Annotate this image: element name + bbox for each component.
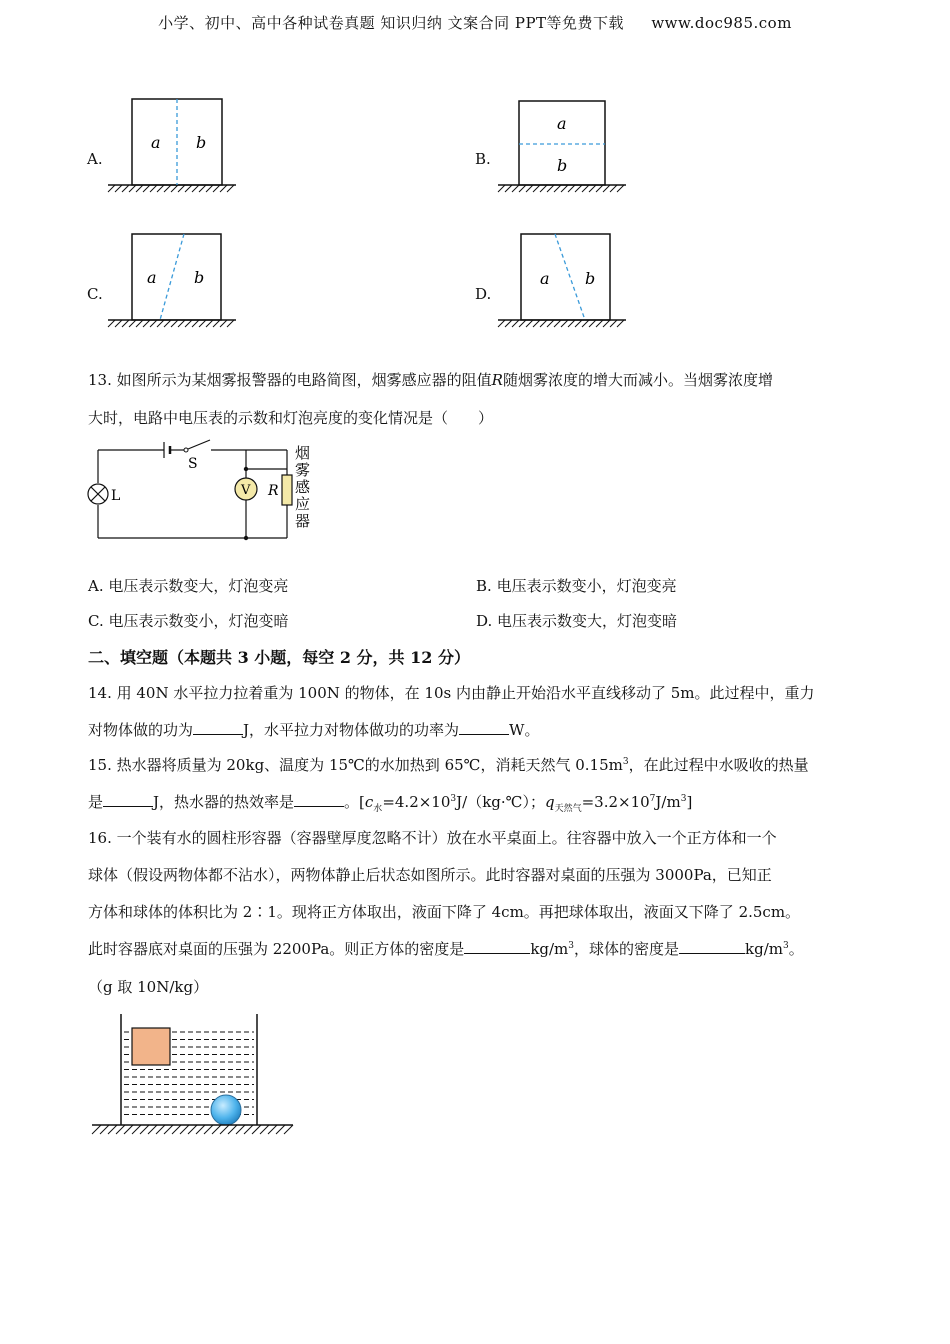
hatch-mark [196,1125,205,1134]
hatch-mark [610,185,617,192]
svg-text:应: 应 [295,495,311,513]
region-a: a [151,133,161,152]
q14-stem-line1: 14. 用 40N 水平拉力拉着重为 100N 的物体，在 10s 内由静止开始沿水平直线移动了 5m。此过程中，重力 [88,684,815,702]
hatch-mark [512,320,519,327]
hatch-mark [220,320,227,327]
hatch-mark [582,185,589,192]
region-b: b [557,156,568,175]
hatch-mark [156,1125,165,1134]
svg-text:雾: 雾 [295,461,311,479]
svg-text:烟: 烟 [295,444,311,462]
hatch-mark [227,320,234,327]
hatch-mark [547,185,554,192]
hatch-mark [143,320,150,327]
hatch-mark [589,320,596,327]
ground-hatch [498,185,626,192]
q16-stem-line2: 球体（假设两物体都不沾水），两物体静止后状态如图所示。此时容器对桌面的压强为 3000Pa，已知正 [88,866,772,884]
hatch-mark [115,320,122,327]
hatch-mark [206,185,213,192]
hatch-mark [519,185,526,192]
hatch-mark [143,185,150,192]
region-b: b [194,268,205,287]
divider-dashed [555,234,585,320]
hatch-mark [122,320,129,327]
hatch-mark [129,320,136,327]
hatch-mark [498,185,505,192]
q16-stem-line3: 方体和球体的体积比为 2∶1。现将正方体取出，液面下降了 4cm。再把球体取出，液面又下降了 2.5cm。 [88,903,801,921]
q12-option-b-label: B. [475,150,491,168]
q13-option-d: D. 电压表示数变大，灯泡变暗 [476,612,678,630]
ground-hatch [108,185,236,192]
hatch-mark [164,185,171,192]
hatch-mark [108,185,115,192]
q13-option-a: A. 电压表示数变大，灯泡变亮 [88,577,289,595]
hatch-mark [575,185,582,192]
answer-blank[interactable] [193,720,243,735]
hatch-mark [122,185,129,192]
hatch-mark [185,320,192,327]
region-a: a [557,114,567,133]
hatch-mark [164,1125,173,1134]
q15-stem-line2: 是 J，热水器的热效率是 。[$c_水=4.2\times 10^3J/(kg\cdot℃)$；$q_{天然气}=3.2\times 10^7J/m^3$] [88,793,693,814]
sensor-label [295,444,310,530]
hatch-mark [204,1125,213,1134]
switch-label: S [188,456,198,472]
q12-option-d-label: D. [475,285,492,303]
hatch-mark [284,1125,293,1134]
hatch-mark [108,1125,117,1134]
hatch-mark [213,320,220,327]
hatch-mark [228,1125,237,1134]
q12-option-c-diagram [100,228,245,333]
hatch-mark [199,185,206,192]
hatch-mark [526,320,533,327]
answer-blank[interactable] [103,792,153,807]
hatch-mark [92,1125,101,1134]
section-2-heading: 二、填空题（本题共 3 小题，每空 2 分，共 12 分） [88,648,470,667]
hatch-mark [116,1125,125,1134]
hatch-mark [227,185,234,192]
cube-object [132,1028,170,1065]
divider-dashed [160,234,184,320]
hatch-mark [164,320,171,327]
ground-hatch [92,1125,293,1134]
answer-blank[interactable] [294,792,344,807]
container-box [132,234,221,320]
hatch-mark [533,320,540,327]
hatch-mark [505,320,512,327]
hatch-mark [212,1125,221,1134]
hatch-mark [157,320,164,327]
hatch-mark [512,185,519,192]
hatch-mark [178,185,185,192]
hatch-mark [180,1125,189,1134]
q13-circuit-diagram [84,438,324,548]
region-b: b [585,269,596,288]
switch-pivot [184,448,188,452]
q12-option-a-diagram [100,92,245,197]
hatch-mark [554,185,561,192]
hatch-mark [150,320,157,327]
hatch-mark [526,185,533,192]
hatch-mark [236,1125,245,1134]
hatch-mark [132,1125,141,1134]
header-site: www.doc985.com [651,14,792,32]
hatch-mark [575,320,582,327]
hatch-mark [185,185,192,192]
answer-blank[interactable] [459,720,509,735]
voltmeter-label: V [241,483,251,498]
page-header [0,12,950,33]
hatch-mark [108,320,115,327]
hatch-mark [533,185,540,192]
hatch-mark [568,320,575,327]
hatch-mark [171,185,178,192]
hatch-mark [589,185,596,192]
q16-container-diagram [88,1008,298,1143]
answer-blank[interactable] [464,939,530,954]
q13-stem-line1: 13. 如图所示为某烟雾报警器的电路简图，烟雾感应器的阻值R随烟雾浓度的增大而减小。当烟雾浓度增 [88,371,773,389]
hatch-mark [603,320,610,327]
hatch-mark [596,185,603,192]
hatch-mark [540,320,547,327]
q16-stem-line4: 此时容器底对桌面的压强为 2200Pa。则正方体的密度是 $kg/m^3$，球体的密度是 $kg/m^3$。 [88,940,804,958]
hatch-mark [568,185,575,192]
hatch-mark [610,320,617,327]
hatch-mark [140,1125,149,1134]
hatch-mark [199,320,206,327]
hatch-mark [554,320,561,327]
q12-option-d-diagram [490,228,635,333]
hatch-mark [252,1125,261,1134]
hatch-mark [547,320,554,327]
hatch-mark [148,1125,157,1134]
hatch-mark [124,1125,133,1134]
hatch-mark [100,1125,109,1134]
hatch-mark [220,1125,229,1134]
hatch-mark [582,320,589,327]
svg-text:器: 器 [295,512,311,530]
hatch-mark [157,185,164,192]
answer-blank[interactable] [679,939,745,954]
q14-stem-line2: 对物体做的功为 J，水平拉力对物体做功的功率为 W。 [88,721,540,739]
ground-hatch [498,320,626,327]
hatch-mark [276,1125,285,1134]
hatch-mark [206,320,213,327]
hatch-mark [603,185,610,192]
hatch-mark [115,185,122,192]
hatch-mark [505,185,512,192]
hatch-mark [213,185,220,192]
q13-option-c: C. 电压表示数变小，灯泡变暗 [88,612,289,630]
lamp-icon [88,484,108,504]
hatch-mark [188,1125,197,1134]
q13-option-b: B. 电压表示数变小，灯泡变亮 [476,577,677,595]
q12-option-c-label: C. [87,285,103,303]
resistor-label: R [268,483,279,499]
hatch-mark [172,1125,181,1134]
switch-lever [188,440,210,449]
hatch-mark [498,320,505,327]
hatch-mark [268,1125,277,1134]
q16-stem-line5: （g 取 10N/kg） [88,978,209,996]
region-a: a [540,269,550,288]
lamp-label: L [111,488,121,504]
hatch-mark [171,320,178,327]
hatch-mark [192,185,199,192]
hatch-mark [220,185,227,192]
hatch-mark [129,185,136,192]
hatch-mark [260,1125,269,1134]
hatch-mark [244,1125,253,1134]
ground-hatch [108,320,236,327]
hatch-mark [596,320,603,327]
hatch-mark [150,185,157,192]
hatch-mark [136,320,143,327]
hatch-mark [178,320,185,327]
q13-stem-line2: 大时，电路中电压表的示数和灯泡亮度的变化情况是（ ） [88,409,494,427]
hatch-mark [136,185,143,192]
q12-option-a-label: A. [87,150,103,168]
q16-stem-line1: 16. 一个装有水的圆柱形容器（容器壁厚度忽略不计）放在水平桌面上。往容器中放入一个正方体和一个 [88,829,777,847]
hatch-mark [519,320,526,327]
hatch-mark [192,320,199,327]
hatch-mark [561,320,568,327]
header-title: 小学、初中、高中各种试卷真题 知识归纳 文案合同 PPT等免费下载 [158,14,625,32]
q15-stem-line1: 15. 热水器将质量为 20kg、温度为 15℃的水加热到 65℃，消耗天然气 $0.15m^3$，在此过程中水吸收的热量 [88,756,809,774]
region-a: a [147,268,157,287]
hatch-mark [617,320,624,327]
q12-option-b-diagram [490,92,635,197]
ball-object [211,1095,241,1125]
region-b: b [196,133,207,152]
hatch-mark [561,185,568,192]
resistor-icon [282,475,292,505]
container-box [521,234,610,320]
hatch-mark [540,185,547,192]
svg-text:感: 感 [295,478,311,496]
hatch-mark [617,185,624,192]
